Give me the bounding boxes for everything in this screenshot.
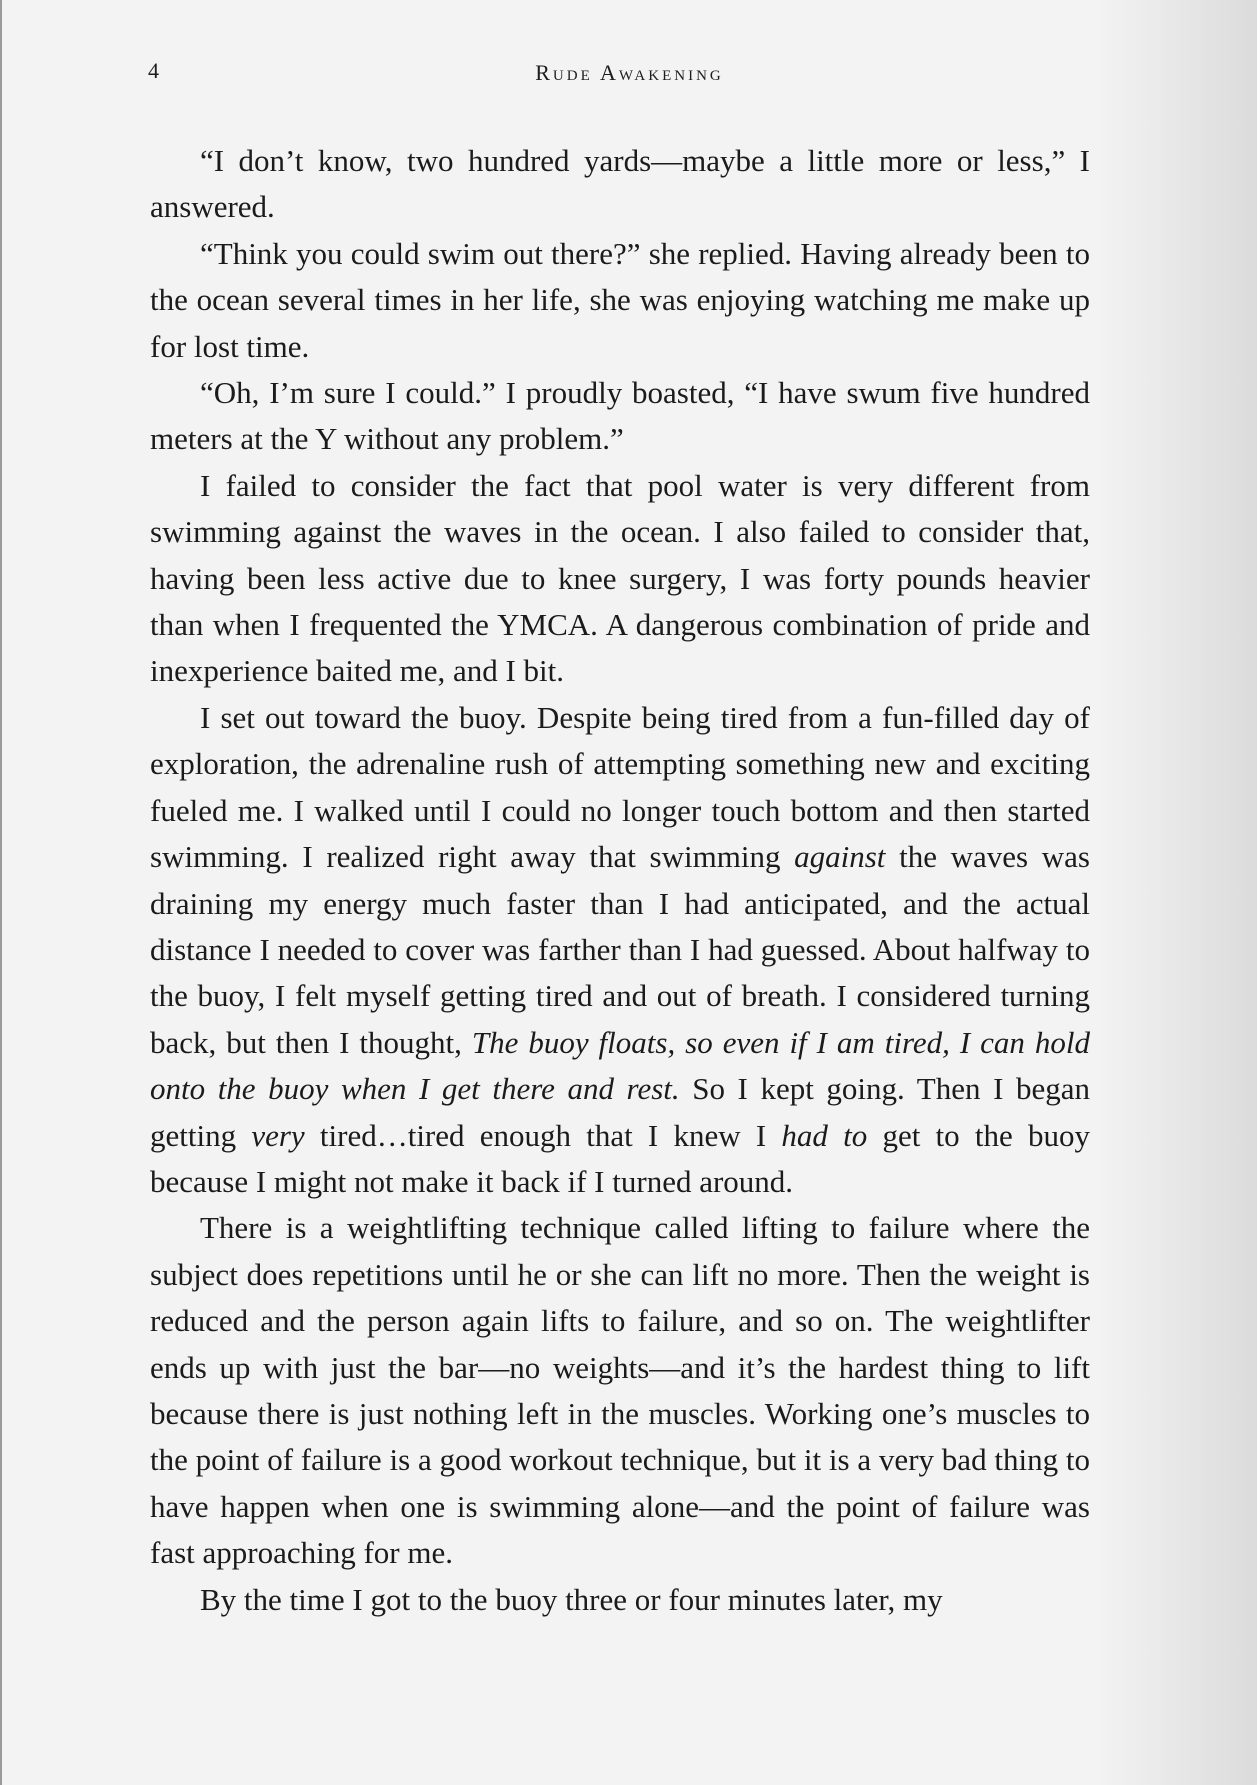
paragraph	[150, 1205, 1090, 1576]
text-run: “Oh, I’m sure I could.” I proudly boasted, “I have swum five hundred meters at the Y without any problem.”	[150, 375, 1090, 457]
italic-text: The buoy floats, so even if I am tired, I can hold onto the buoy when I get there and rest.	[150, 1024, 1090, 1107]
paragraph	[150, 463, 1090, 695]
paragraph	[150, 1577, 1090, 1623]
text-run: tired…tired enough that I knew I	[304, 1117, 782, 1153]
text-run: the waves was draining my energy much faster than I had anticipated, and the actual distance I needed to cover was farther than I had guessed. About halfway to the buoy, I felt myself getting tired and out of breath. I considered turning back, but then I thought,	[150, 839, 1090, 1060]
text-run: “Think you could swim out there?” she replied. Having already been to the ocean several times in her life, she was enjoying watching me make up for lost time.	[150, 235, 1090, 364]
text-run: I failed to consider the fact that pool water is very different from swimming against the waves in the ocean. I also failed to consider that, having been less active due to knee surgery, I was forty pounds heavier than when I frequented the YMCA. A dangerous combination of pride and inexperience baited me, and I bit.	[150, 467, 1090, 689]
text-run: There is a weightlifting technique called lifting to failure where the subject does repetitions until he or she can lift no more. Then the weight is reduced and the person again lifts to failure, and so on. The weightlifter ends up with just the bar—no weights—and it’s the hardest thing to lift because there is just nothing left in the muscles. Working one’s muscles to the point of failure is a good workout technique, but it is a very bad thing to have happen when one is swimming alone—and the point of failure was fast approaching for me.	[150, 1210, 1090, 1571]
paragraph	[150, 138, 1090, 231]
italic-text: very	[251, 1117, 305, 1153]
text-run: get to the buoy because I might not make it back if I turned around.	[150, 1117, 1090, 1199]
italic-text: against	[794, 839, 886, 875]
body-text	[150, 138, 1090, 1623]
paragraph	[150, 695, 1090, 1205]
paragraph	[150, 370, 1090, 463]
page-number: 4	[148, 58, 159, 83]
running-head: Rude Awakening	[535, 60, 724, 85]
text-run: I set out toward the buoy. Despite being tired from a fun-filled day of exploration, the adrenaline rush of attempting something new and exciting fueled me. I walked until I could no longer touch bottom and then started swimming. I realized right away that swimming	[150, 699, 1090, 875]
text-run: “I don’t know, two hundred yards—maybe a little more or less,” I answered.	[150, 143, 1090, 225]
italic-text: had to	[781, 1117, 868, 1153]
paragraph	[150, 231, 1090, 370]
page-shadow	[1097, 0, 1257, 1785]
text-run: By the time I got to the buoy three or four minutes later, my	[200, 1581, 943, 1617]
text-run: So I kept going. Then I began getting	[150, 1071, 1090, 1153]
